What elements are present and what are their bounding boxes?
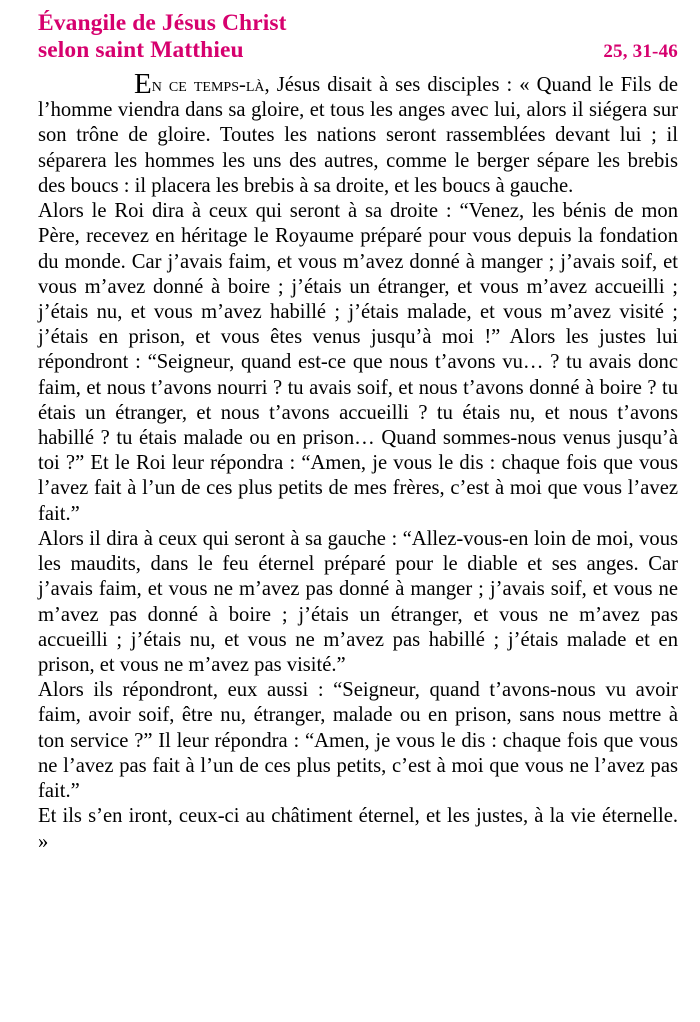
title-line-2: selon saint Matthieu bbox=[38, 37, 244, 64]
incipit-smallcaps: n ce temps-là bbox=[151, 73, 265, 96]
gospel-header bbox=[38, 10, 678, 65]
paragraph-4: Alors ils répondront, eux aussi : “Seigneur, quand t’avons-nous vu avoir faim, avoir soif, être nu, étranger, malade ou en prison, sans nous mettre à ton service ?” Il leur répondra : “Amen, je vous le dis : chaque fois que vous ne l’avez pas fait à l’un de ces plus petits, c’est à moi que vous ne l’avez pas fait.” bbox=[38, 679, 678, 803]
paragraph-5: Et ils s’en iront, ceux-ci au châtiment éternel, et les justes, à la vie éternelle. » bbox=[38, 805, 678, 853]
title-line-1: Évangile de Jésus Christ bbox=[38, 10, 287, 36]
scripture-reference: 25, 31-46 bbox=[603, 40, 678, 62]
page-title bbox=[38, 10, 678, 65]
gospel-body bbox=[38, 69, 678, 855]
drop-cap: E bbox=[134, 67, 152, 100]
paragraph-2: Alors le Roi dira à ceux qui seront à sa droite : “Venez, les bénis de mon Père, recevez en héritage le Royaume préparé pour vous depuis la fondation du monde. Car j’avais faim, et vous m’avez donné à manger ; j’avais soif, et vous m’avez donné à boire ; j’étais un étranger, et vous m’avez accueilli ; j’étais nu, et vous m’avez habillé ; j’étais malade, et vous m’avez visité ; j’étais en prison, et vous êtes venus jusqu’à moi !” Alors les justes lui répondront : “Seigneur, quand est-ce que nous t’avons vu… ? tu avais donc faim, et nous t’avons nourri ? tu avais soif, et nous t’avons donné à boire ? tu étais un étranger, et nous t’avons accueilli ? tu étais nu, et nous t’avons habillé ? tu étais malade ou en prison… Quand sommes-nous venus jusqu’à toi ?” Et le Roi leur répondra : “Amen, je vous le dis : chaque fois que vous l’avez fait à l’un de ces plus petits de mes frères, c’est à moi que vous l’avez fait.” bbox=[38, 200, 678, 525]
paragraph-1-text: , Jésus disait à ses disciples : « Quand le Fils de l’homme viendra dans sa gloire, et tous les anges avec lui, alors il siégera sur son trône de gloire. Toutes les nations seront rassemblées devant lui ; il séparera les hommes les uns des autres, comme le berger sépare les brebis des boucs : il placera les brebis à sa droite, et les boucs à gauche. bbox=[38, 73, 678, 197]
paragraph-1 bbox=[38, 69, 678, 199]
paragraph-3: Alors il dira à ceux qui seront à sa gauche : “Allez-vous-en loin de moi, vous les maudits, dans le feu éternel préparé pour le diable et ses anges. Car j’avais faim, et vous ne m’avez pas donné à manger ; j’avais soif, et vous ne m’avez pas donné à boire ; j’étais un étranger, et vous ne m’avez pas accueilli ; j’étais nu, et vous ne m’avez pas habillé ; j’étais malade et en prison, et vous ne m’avez pas visité.” bbox=[38, 527, 678, 676]
